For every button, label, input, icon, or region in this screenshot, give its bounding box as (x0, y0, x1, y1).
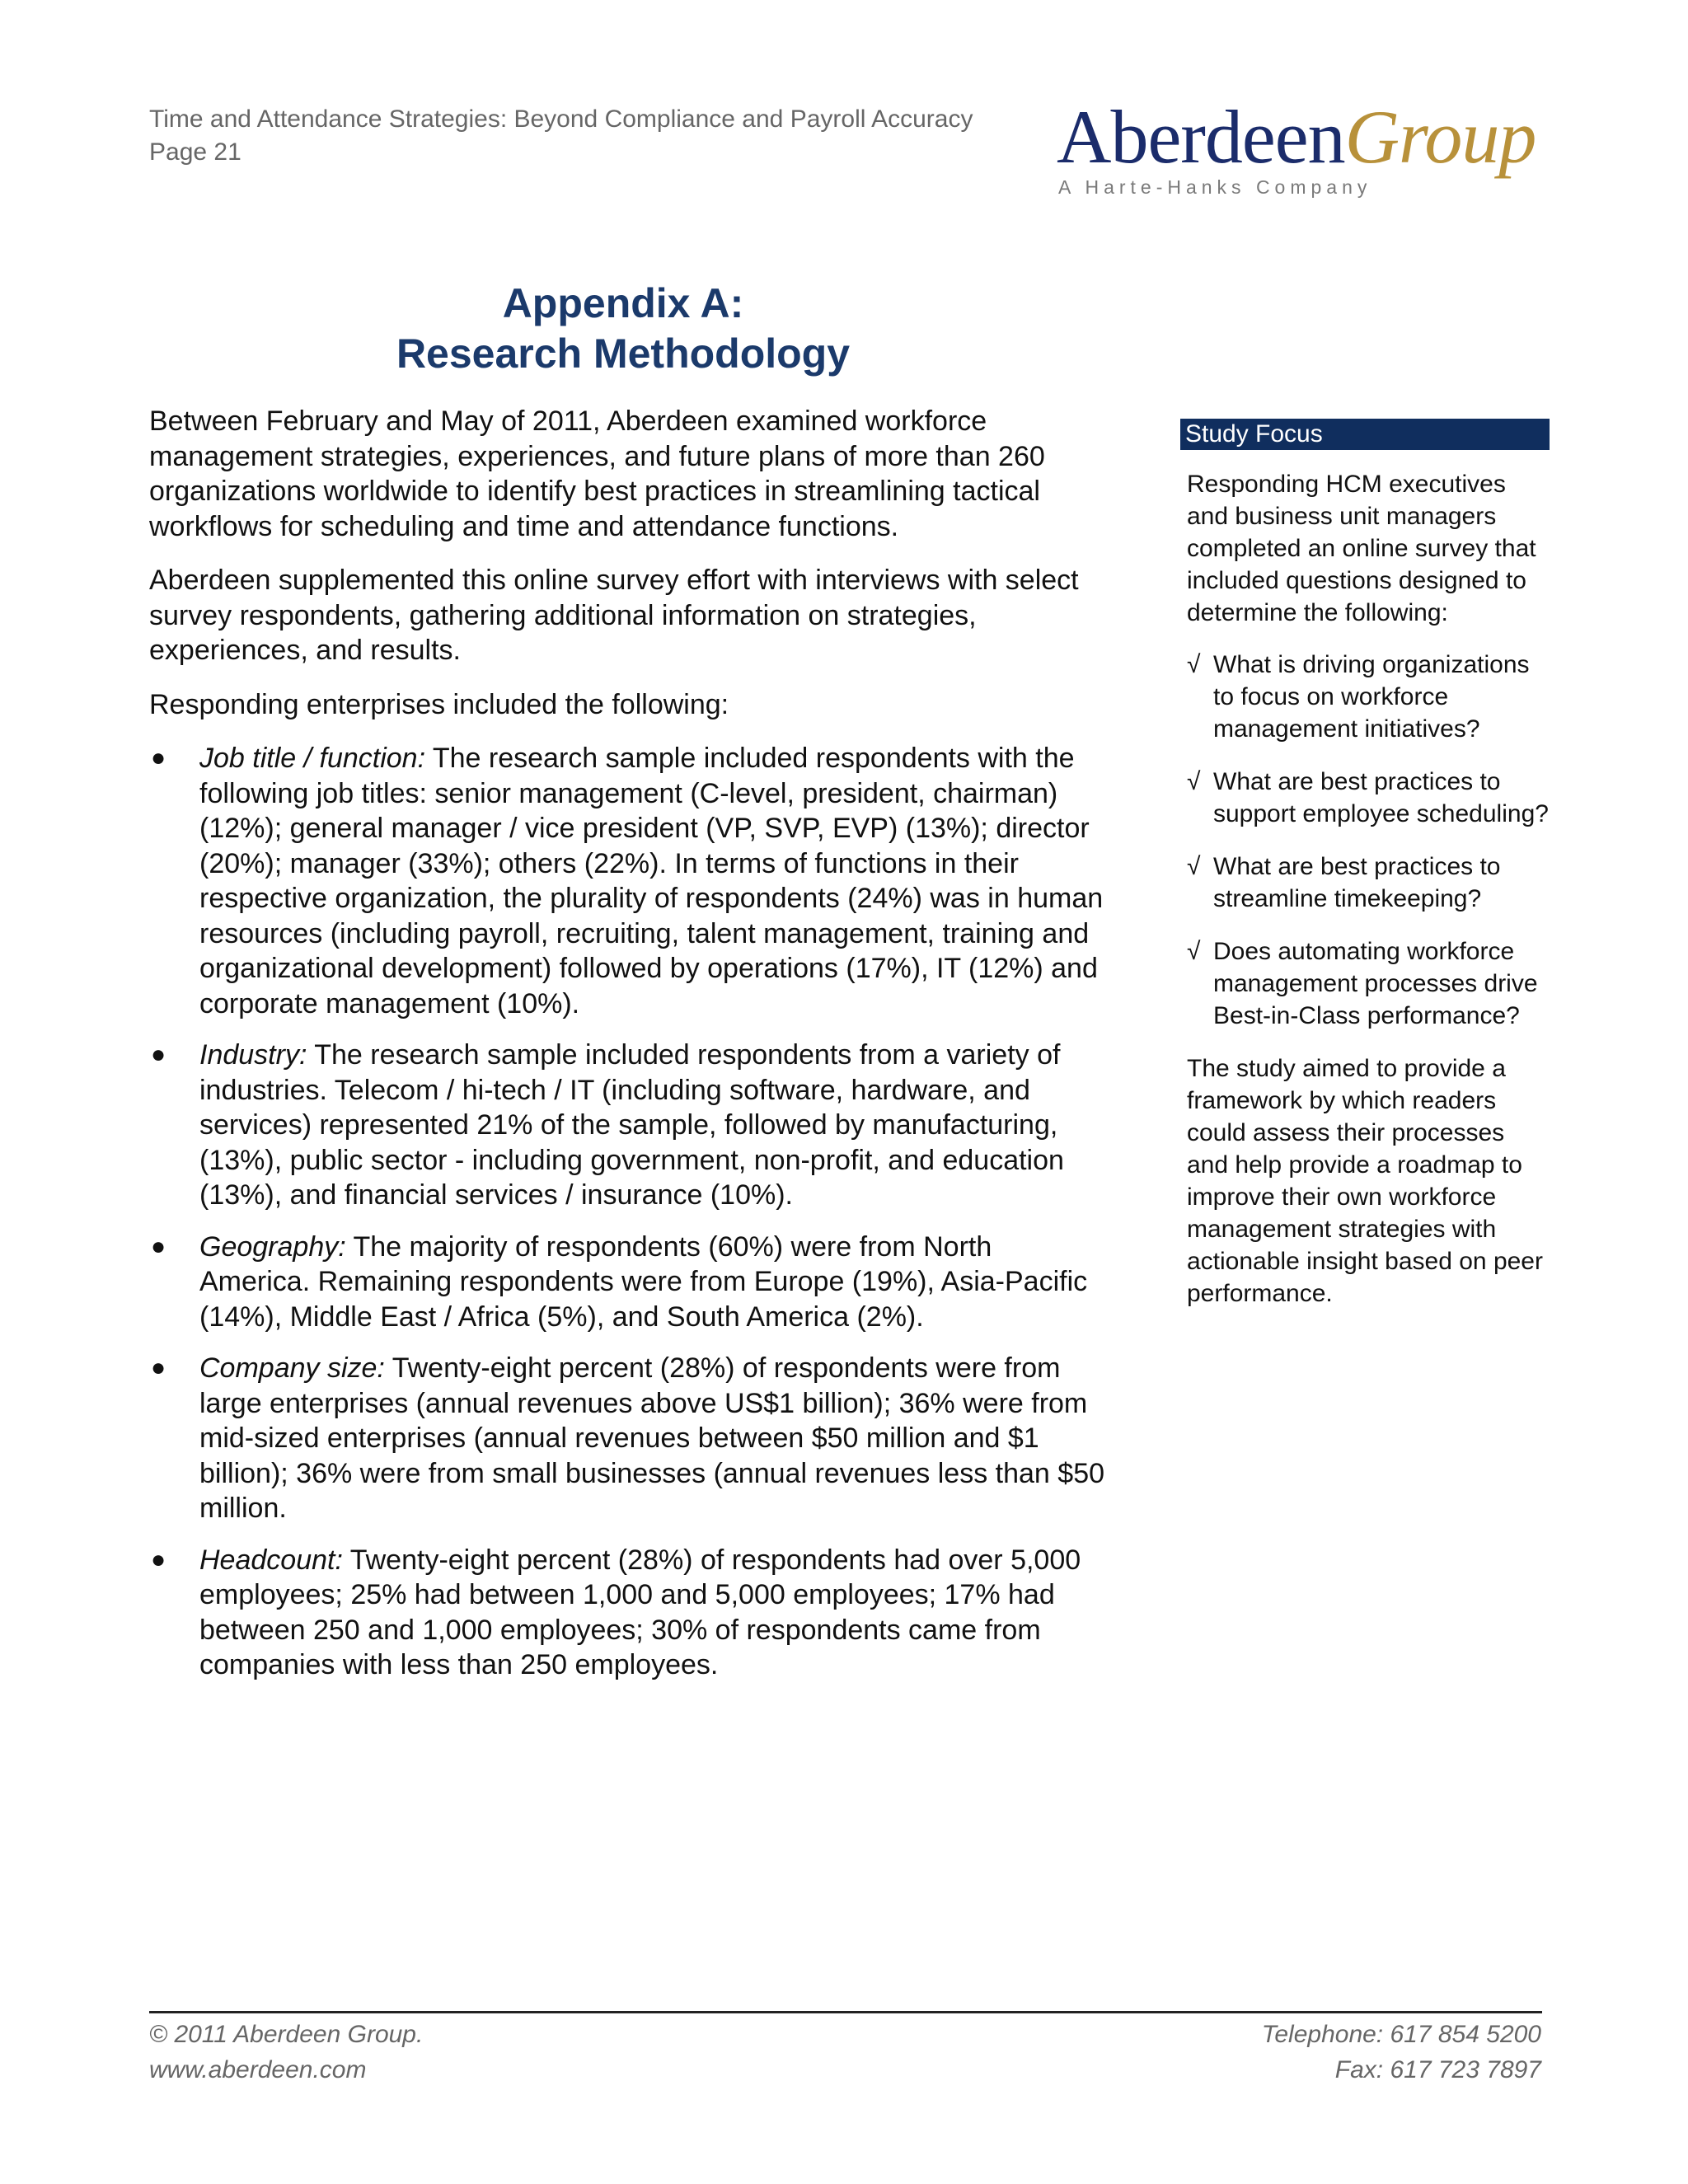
question-text: What is driving organizations to focus on workforce management initiatives? (1213, 651, 1530, 743)
bullet-icon: ● (151, 1354, 166, 1381)
footer-divider (149, 2011, 1542, 2013)
list-item (149, 1230, 1105, 1335)
list-item (149, 741, 1105, 1021)
question-text: What are best practices to streamline timekeeping? (1213, 853, 1501, 912)
aberdeen-group-logo (1057, 95, 1536, 198)
list-item (1187, 649, 1550, 745)
list-item (1187, 766, 1550, 830)
main-body (149, 404, 1105, 1699)
bullet-icon: ● (151, 1232, 166, 1260)
logo-word-group: Group (1344, 95, 1536, 179)
list-item (1187, 935, 1550, 1032)
footer-left (149, 2017, 423, 2088)
body-paragraph: Responding enterprises included the following: (149, 688, 729, 720)
page-number: Page 21 (149, 138, 241, 166)
logo-wordmark (1057, 95, 1536, 179)
body-paragraph: Aberdeen supplemented this online survey effort with interviews with select survey respondents, gathering additional information on strategies, experiences, and results. (149, 565, 1079, 666)
list-item-term: Headcount: (199, 1544, 343, 1576)
list-item-text: The majority of respondents (60%) were from North America. Remaining respondents were from Europe (19%), Asia-Pacific (14%), Middle East / Africa (5%), and South America (2%). (199, 1230, 1088, 1333)
document-title: Time and Attendance Strategies: Beyond Compliance and Payroll Accuracy (149, 105, 973, 133)
list-item-term: Company size: (199, 1352, 385, 1384)
checkmark-icon: √ (1187, 853, 1201, 880)
list-item (1187, 851, 1550, 915)
list-item-text: The research sample included respondents from a variety of industries. Telecom / hi-tech / IT (including software, hardware, and services) represented 21% of the sample, followed by manufacturing, (13%), public sector - including government, non-profit, and education (13%), and financial services / insurance (10%). (199, 1039, 1064, 1211)
list-item-term: Industry: (199, 1039, 307, 1071)
logo-tagline: A Harte-Hanks Company (1058, 176, 1372, 198)
footer-right (1262, 2017, 1541, 2088)
page-title (149, 279, 1097, 379)
bullet-icon: ● (151, 744, 166, 771)
list-item (149, 1038, 1105, 1213)
sidebar-intro: Responding HCM executives and business unit managers completed an online survey that included questions designed to determine the following: (1187, 471, 1536, 626)
website-link[interactable]: www.aberdeen.com (149, 2056, 367, 2083)
list-item (149, 1351, 1105, 1526)
checkmark-icon: √ (1187, 768, 1201, 795)
list-item (149, 1543, 1105, 1683)
running-header (149, 103, 973, 169)
list-item-term: Job title / function: (199, 743, 426, 774)
body-paragraph: Between February and May of 2011, Aberdeen examined workforce management strategies, experiences, and future plans of more than 260 organizations worldwide to identify best practices in streamlining tactical workflows for scheduling and time and attendance functions. (149, 405, 1045, 542)
page-title-line-2: Research Methodology (396, 330, 851, 377)
respondent-profile-list (149, 741, 1105, 1683)
copyright-text: © 2011 Aberdeen Group. (149, 2021, 424, 2048)
study-focus-sidebar (1180, 419, 1550, 1329)
list-item-text: Twenty-eight percent (28%) of respondents were from large enterprises (annual revenues above US$1 billion); 36% were from mid-sized enterprises (annual revenues between $50 million and $1 billion); 36% were from small businesses (annual revenues less than $50 million. (199, 1352, 1105, 1524)
list-item-text: Twenty-eight percent (28%) of respondents had over 5,000 employees; 25% had between 1,000 and 5,000 employees; 17% had between 250 and 1,000 employees; 30% of respondents came from companies with less than 250 employees. (199, 1544, 1081, 1680)
bullet-icon: ● (151, 1545, 166, 1573)
list-item-term: Geography: (199, 1230, 346, 1263)
page-title-line-1: Appendix A: (502, 280, 744, 326)
bullet-icon: ● (151, 1041, 166, 1068)
question-text: Does automating workforce management processes drive Best-in-Class performance? (1213, 938, 1538, 1029)
logo-word-aberdeen: Aberdeen (1057, 95, 1345, 179)
question-text: What are best practices to support employee scheduling? (1213, 768, 1549, 827)
checkmark-icon: √ (1187, 938, 1201, 965)
list-item-text: The research sample included respondents with the following job titles: senior management (C-level, president, chairman) (12%); general manager / vice president (VP, SVP, EVP) (13%); director (20%); manager (33%); others (22%). In terms of functions in their respective organization, the plurality of respondents (24%) was in human resources (including payroll, recruiting, talent management, training and organizational development) followed by operations (17%), IT (12%) and corporate management (10%). (199, 743, 1104, 1019)
fax-text: Fax: 617 723 7897 (1334, 2056, 1541, 2083)
telephone-text: Telephone: 617 854 5200 (1261, 2021, 1541, 2048)
study-questions-list (1187, 649, 1550, 1032)
sidebar-closing: The study aimed to provide a framework by which readers could assess their processes and help provide a roadmap to improve their own workforce management strategies with actionable insight based on peer performance. (1187, 1055, 1543, 1307)
sidebar-heading: Study Focus (1180, 419, 1550, 450)
checkmark-icon: √ (1187, 651, 1201, 678)
